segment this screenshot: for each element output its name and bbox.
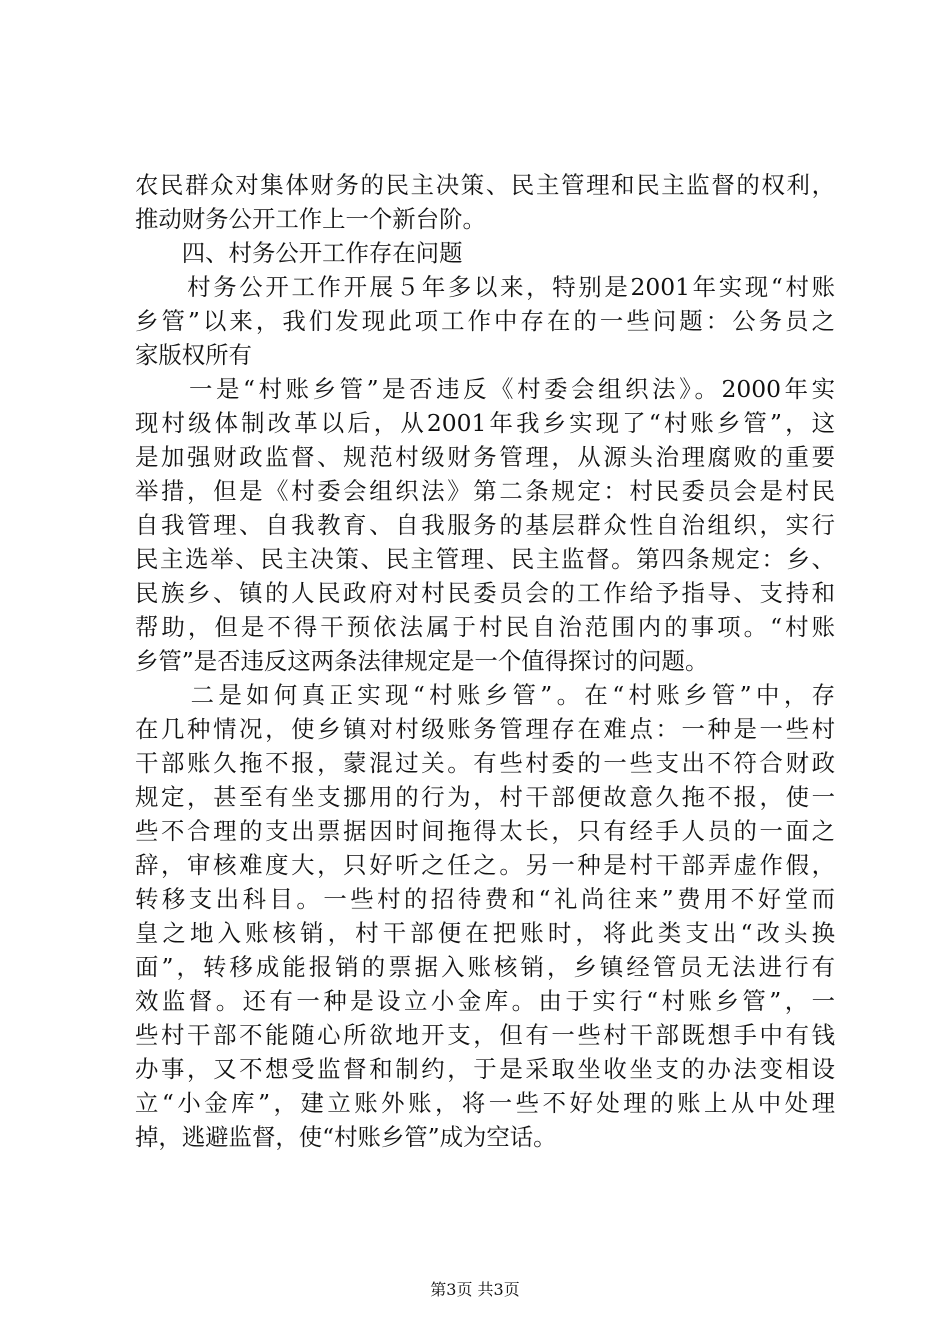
text-line: 家版权所有 xyxy=(135,341,252,369)
body-text xyxy=(135,168,835,1154)
text-line: 些村干部不能随心所欲地开支，但有一些村干部既想手中有钱 xyxy=(135,1021,835,1049)
text-line: 干部账久拖不报，蒙混过关。有些村委的一些支出不符合财政 xyxy=(135,749,835,777)
text-line: 自我管理、自我教育、自我服务的基层群众性自治组织，实行 xyxy=(135,511,835,539)
text-line: 现村级体制改革以后，从2001年我乡实现了“村账乡管”，这 xyxy=(135,409,835,437)
text-line: 规定，甚至有坐支挪用的行为，村干部便故意久拖不报，使一 xyxy=(135,783,835,811)
text-line: 民族乡、镇的人民政府对村民委员会的工作给予指导、支持和 xyxy=(135,579,835,607)
text-line: 民主选举、民主决策、民主管理、民主监督。第四条规定：乡、 xyxy=(135,545,835,573)
text-line: 乡管”是否违反这两条法律规定是一个值得探讨的问题。 xyxy=(135,647,709,675)
text-line: 在几种情况，使乡镇对村级账务管理存在难点：一种是一些村 xyxy=(135,715,835,743)
text-line: 帮助，但是不得干预依法属于村民自治范围内的事项。“村账 xyxy=(135,613,835,641)
text-line: 转移支出科目。一些村的招待费和“礼尚往来”费用不好堂而 xyxy=(135,885,835,913)
text-line: 农民群众对集体财务的民主决策、民主管理和民主监督的权利， xyxy=(135,171,835,199)
text-line: 皇之地入账核销，村干部便在把账时，将此类支出“改头换 xyxy=(135,919,835,947)
text-line: 推动财务公开工作上一个新台阶。 xyxy=(135,205,486,233)
text-line: 办事，又不想受监督和制约，于是采取坐收坐支的办法变相设 xyxy=(135,1055,835,1083)
text-line: 乡管”以来，我们发现此项工作中存在的一些问题：公务员之 xyxy=(135,307,835,335)
text-line: 效监督。还有一种是设立小金库。由于实行“村账乡管”，一 xyxy=(135,987,835,1015)
text-line: 二是如何真正实现“村账乡管”。在“村账乡管”中，存 xyxy=(135,681,835,709)
text-line: 举措，但是《村委会组织法》第二条规定：村民委员会是村民 xyxy=(135,477,835,505)
text-line: 四、村务公开工作存在问题 xyxy=(135,239,463,267)
text-line: 一是“村账乡管”是否违反《村委会组织法》。2000年实 xyxy=(135,375,835,403)
text-line: 些不合理的支出票据因时间拖得太长，只有经手人员的一面之 xyxy=(135,817,835,845)
text-line: 立“小金库”，建立账外账，将一些不好处理的账上从中处理 xyxy=(135,1089,835,1117)
text-line: 村务公开工作开展５年多以来，特别是2001年实现“村账 xyxy=(135,273,835,301)
page-footer: 第3页 共3页 xyxy=(430,1280,520,1299)
text-line: 辞，审核难度大，只好听之任之。另一种是村干部弄虚作假， xyxy=(135,851,835,879)
text-line: 面”，转移成能报销的票据入账核销，乡镇经管员无法进行有 xyxy=(135,953,835,981)
text-line: 是加强财政监督、规范村级财务管理，从源头治理腐败的重要 xyxy=(135,443,835,471)
text-line: 掉，逃避监督，使“村账乡管”成为空话。 xyxy=(135,1123,557,1151)
